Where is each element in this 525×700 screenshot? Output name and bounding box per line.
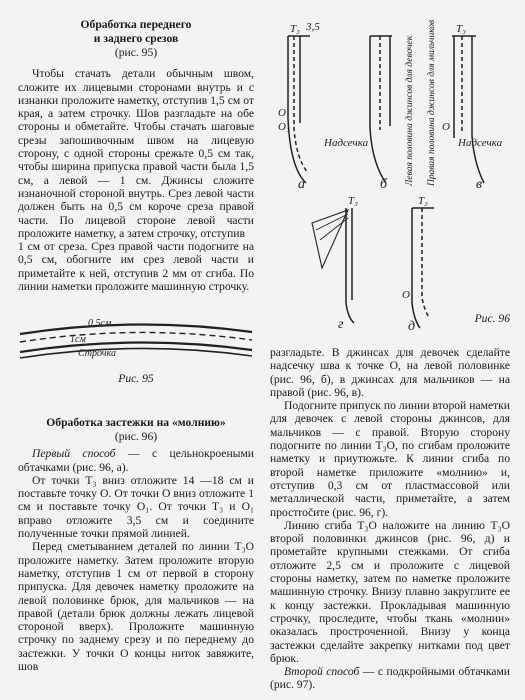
fig96-o1-a: O₁ [278, 121, 290, 133]
right-paragraph: разгладьте. В джинсах для девочек сделайте надсечку шва к точке О, на левой половинке (рис. 96, б), в джинсах для мальчиков — на правой (рис. 96, в). [270, 346, 510, 399]
fig96-label-v: в [476, 177, 483, 192]
method1-label: Первый способ [32, 447, 116, 461]
method1 [18, 447, 254, 474]
fig96-caption: Рис. 96 [474, 312, 510, 325]
fig96-t3-d: T₃ [418, 195, 428, 207]
fig96-35: 3,5 [306, 21, 320, 33]
fig95-label-stitch: Строчка [78, 348, 116, 359]
fig96-t3-a: T₃ [290, 23, 300, 35]
fig96-o-a: O [278, 107, 286, 119]
section1-title-line2: и заднего срезов [93, 32, 179, 45]
right-paragraph: Линию сгиба T₃O наложите на линию T₃O второй половинки джинсов (рис. 96, д) и прометайте крупными стежками. От сгиба отложите 2,5 см и проложите с лицевой стороны наметку, затем по наметке проложите машинную строчку. Внизу плавно закруглите ее к концу застежки. Прокладывая машинную строчку, проследите, чтобы ткань «молнии» оказалась простроченной. Внизу у конца застежки сделайте закрепку нитками под цвет брюк. [270, 518, 510, 665]
fig96-d-dashed [422, 208, 430, 318]
fig95-edge-line [20, 348, 252, 358]
section1-paragraph: Чтобы стачать детали обычным швом, сложите их лицевыми сторонами внутрь и с изнанки проложите наметку, отступив 1,5 см от края, а затем строчку. Шов разгладьте на обе стороны и обметайте. Чтобы стачать шаговые срезы запошивочным швом на лицевую сторону, с одной стороны срежьте 0,5 см так, чтобы ширина припуска правой части была 1,5 см, а левой — 1 см. Джинсы сложите изнаночной стороной внутрь. Срез левой части должен быть на 0,5 см короче среза правой части. По лицевой стороне левой части проложите наметку, а затем строчку, отступив [18, 67, 254, 240]
fig96-vertical-label-2: Правая половина джинсов для мальчиков [427, 19, 437, 186]
fig96-a-dashed [294, 36, 308, 173]
fig95-seam-line [20, 324, 252, 334]
left-column [18, 18, 254, 293]
fig96-vertical-label-1: Левая половина джинсов для девочек [405, 35, 415, 186]
fig96-label-d: д [408, 319, 416, 334]
figure-96 [262, 18, 517, 338]
section2-ref: (рис. 96) [114, 430, 158, 443]
method1-rest: — с цельнокроеными обтачками (рис. 96, а). [18, 447, 254, 474]
fig96-t3-g: T₃ [348, 195, 358, 207]
fig96-o-d: O [402, 289, 410, 301]
fig96-label-b: б [380, 177, 388, 192]
section1-ref: (рис. 95) [114, 46, 158, 59]
fig95-dashed-line [20, 332, 252, 342]
fig96-g-tape2 [316, 214, 348, 240]
fig96-b-left [370, 36, 386, 183]
fig95-stitch-line [20, 342, 252, 352]
fig96-t3-c: T₃ [456, 23, 466, 35]
fig96-c-right [472, 36, 484, 183]
section2-paragraph: От точки T₃ вниз отложите 14 —18 см и поставьте точку О. От точки О вниз отложите 1 см и поставьте точку O₁. От точки T₃ и O₁ вправо отложите 3,5 см и соедините полученные точки прямой линией. [18, 473, 254, 541]
fig96-o-c: O [442, 121, 450, 133]
section2 [18, 416, 254, 673]
fig96-notch-c: Надсечка [458, 137, 503, 149]
section2-title: Обработка застежки на «молнию» [46, 416, 226, 429]
fig95-caption: Рис. 95 [118, 372, 154, 385]
right-paragraph: Подогните припуск по линии второй наметки для девочек с левой стороны джинсов, для мальчиков — с правой. Вторую сторону подогните по линии T₃O, по сгибам проложите наметку и приутюжьте. К линии сгиба по второй наметке приложите «молнию» и, отступив 0,3 см от пластмассовой или металлической части, приметайте, а затем простročите (рис. 96, г). [270, 399, 510, 519]
fig96-d-left [412, 208, 420, 328]
section1-paragraph: 1 см от среза. Срез правой части подогните на 0,5 см, обогните им срез левой части и приметайте к ней, отступив 2 мм от сгиба. По линии наметки проложите машинную строчку. [18, 240, 254, 294]
section2-paragraph: Перед сметыванием деталей по линии T₃O проложите наметку. Затем проложите вторую наметку, отступив 1 см от первой в сторону припуска. Для девочек наметку проложите на левой половинке брюк, для мальчиков — на правой (детали брюк должны лежать лицевой стороной вверх). Проложите машинную строчку по заднему срезу и по переднему до застежки. У точки О концы ниток завяжите, шов [18, 540, 254, 674]
fig96-notch-b: Надсечка [324, 137, 369, 149]
method2 [270, 665, 510, 692]
method2-rest: — с подкройными обтачками (рис. 97). [270, 665, 510, 692]
right-column [270, 346, 510, 692]
fig96-g-tape [312, 210, 348, 268]
fig96-label-a: а [298, 177, 305, 192]
fig95-label-1: 1см [70, 334, 86, 345]
method2-label: Второй способ [284, 665, 360, 679]
section1-title-line1: Обработка переднего [80, 18, 192, 31]
fig96-g-zipper [346, 208, 354, 323]
fig96-a-outline [288, 36, 306, 183]
fig95-label-05: 0,5см [88, 318, 112, 329]
fig96-label-g: г [338, 317, 344, 332]
section1-title [18, 18, 254, 46]
